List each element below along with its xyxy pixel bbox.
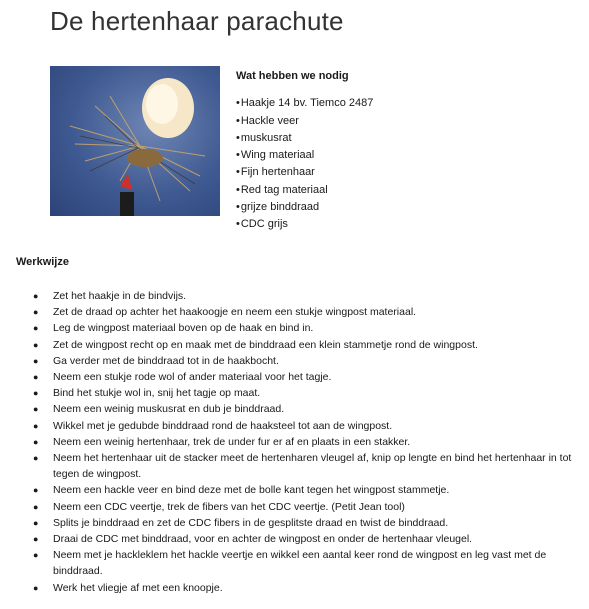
steps-list xyxy=(0,288,580,596)
step-text: Neem het hertenhaar uit de stacker meet de hertenharen vleugel af, knip op lengte en bind het hertenhaar in tot tegen de wingpost. xyxy=(53,452,572,481)
step-text: Zet de draad op achter het haakoogje en neem een stukje wingpost materiaal. xyxy=(53,306,417,319)
materials-list xyxy=(236,68,373,234)
bullet-icon: ● xyxy=(33,501,39,512)
step-item xyxy=(0,353,580,369)
bullet-icon: ● xyxy=(33,372,39,383)
materials-item: • Red tag materiaal xyxy=(236,182,373,199)
step-item xyxy=(0,304,580,320)
step-text: Wikkel met je gedubde binddraad rond de haaksteel tot aan de wingpost. xyxy=(53,419,393,432)
materials-item: • Haakje 14 bv. Tiemco 2487 xyxy=(236,95,373,112)
step-item xyxy=(0,515,580,531)
bullet-icon: ● xyxy=(33,485,39,496)
step-item xyxy=(0,434,580,450)
materials-item: • Fijn hertenhaar xyxy=(236,164,373,181)
step-text: Bind het stukje wol in, snij het tagje op maat. xyxy=(53,387,261,400)
bullet-icon: ● xyxy=(33,355,39,366)
step-item xyxy=(0,320,580,336)
bullet-icon: ● xyxy=(33,339,39,350)
step-text: Draai de CDC met binddraad, voor en achter de wingpost en onder de hertenhaar vleugel. xyxy=(53,533,473,546)
bullet-icon: ● xyxy=(33,323,39,334)
step-text: Zet het haakje in de bindvijs. xyxy=(53,290,187,302)
bullet-icon: ● xyxy=(33,517,39,528)
step-text: Neem met je hackleklem het hackle veertje en wikkel een aantal keer rond de wingpost en leg vast met de binddraad. xyxy=(53,549,547,578)
step-text: Neem een CDC veertje, trek de fibers van het CDC veertje. (Petit Jean tool) xyxy=(53,500,405,513)
fly-photo xyxy=(50,66,220,216)
bullet-icon: ● xyxy=(33,291,39,301)
step-item xyxy=(0,531,580,547)
bullet-icon: ● xyxy=(33,404,39,415)
step-item xyxy=(0,401,580,417)
step-item xyxy=(0,418,580,434)
step-item xyxy=(0,482,580,498)
materials-item: • Wing materiaal xyxy=(236,147,373,164)
bullet-icon: ● xyxy=(33,534,39,545)
step-text: Ga verder met de binddraad tot in de haakbocht. xyxy=(53,354,279,367)
step-text: Neem een weinig hertenhaar, trek de under fur er af en plaats in een stakker. xyxy=(53,435,411,448)
step-text: Splits je binddraad en zet de CDC fibers in de gesplitste draad en twist de binddraad. xyxy=(53,516,449,529)
bullet-icon: ● xyxy=(33,436,39,447)
materials-heading: Wat hebben we nodig xyxy=(236,70,349,82)
step-item xyxy=(0,580,580,596)
step-item xyxy=(0,385,580,401)
materials-item: • muskusrat xyxy=(236,130,373,147)
step-item xyxy=(0,337,580,353)
bullet-icon: ● xyxy=(33,388,39,399)
step-item xyxy=(0,369,580,385)
step-item xyxy=(0,547,580,579)
step-text: Zet de wingpost recht op en maak met de binddraad een klein stammetje rond de wingpost. xyxy=(53,338,478,351)
step-text: Werk het vliegje af met een knoopje. xyxy=(53,581,223,594)
materials-item: • CDC grijs xyxy=(236,216,373,233)
fly-illustration-icon xyxy=(50,66,220,216)
step-item xyxy=(0,288,580,304)
werkwijze-heading: Werkwijze xyxy=(16,256,69,268)
bullet-icon: ● xyxy=(33,307,39,318)
materials-item: • Hackle veer xyxy=(236,113,373,130)
step-text: Leg de wingpost materiaal boven op de haak en bind in. xyxy=(53,322,314,335)
bullet-icon: ● xyxy=(33,453,39,464)
step-item xyxy=(0,450,580,482)
step-text: Neem een stukje rode wol of ander materiaal voor het tagje. xyxy=(53,371,332,384)
materials-item: • grijze binddraad xyxy=(236,199,373,216)
step-item xyxy=(0,499,580,515)
bullet-icon: ● xyxy=(33,550,39,561)
step-text: Neem een weinig muskusrat en dub je binddraad. xyxy=(53,403,285,416)
page-title: De hertenhaar parachute xyxy=(50,6,344,36)
bullet-icon: ● xyxy=(33,582,39,593)
step-text: Neem een hackle veer en bind deze met de bolle kant tegen het wingpost stammetje. xyxy=(53,484,450,497)
bullet-icon: ● xyxy=(33,420,39,431)
